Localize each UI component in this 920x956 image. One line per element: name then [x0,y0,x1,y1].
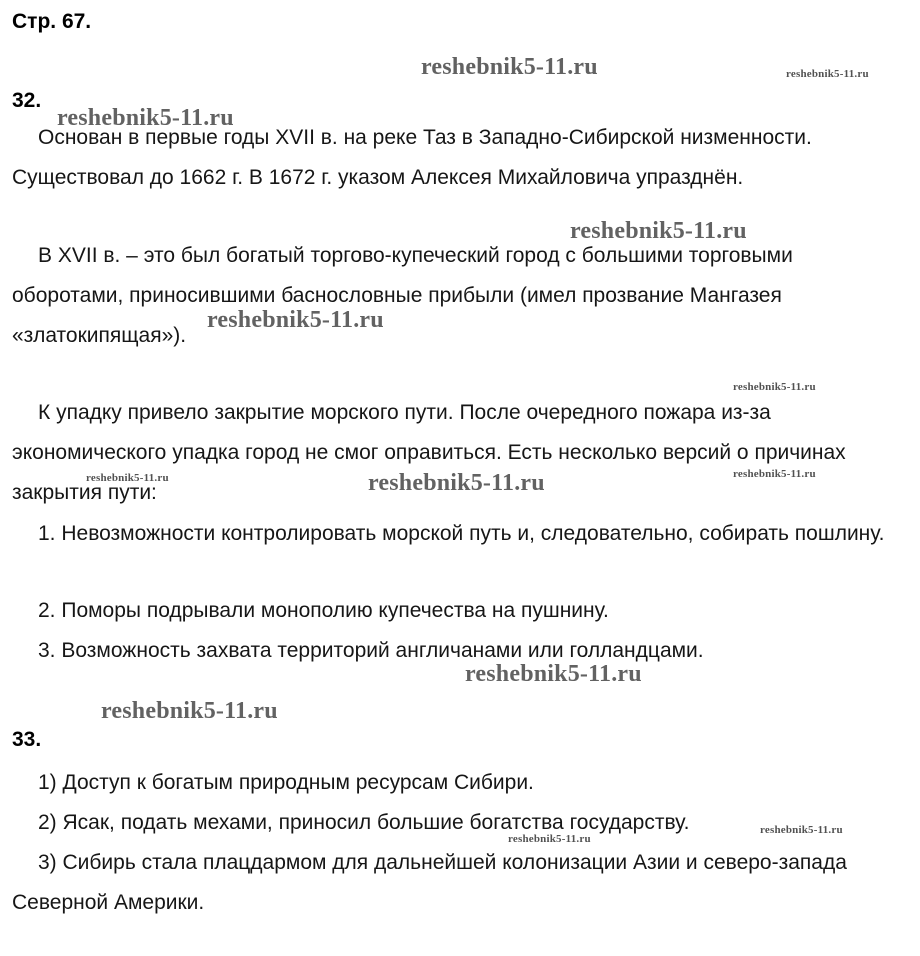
section-32-list-item-1-text: 1. Невозможности контролировать морской путь и, следовательно, собирать пошлину. [38,522,885,545]
section-33-item-1-text: 1) Доступ к богатым природным ресурсам Сибири. [38,771,534,794]
section-32-list-item-3-text: 3. Возможность захвата территорий англичанами или голландцами. [38,639,704,662]
watermark: reshebnik5-11.ru [368,470,545,496]
section-33-item-3 [12,843,905,923]
watermark: reshebnik5-11.ru [421,54,598,80]
watermark: reshebnik5-11.ru [786,68,869,80]
section-32-list-item-1 [12,514,905,554]
section-33-item-2-text: 2) Ясак, подать мехами, приносил большие богатства государству. [38,811,690,834]
section-32-number: 32. [12,89,42,112]
page-header: Стр. 67. [12,10,92,33]
section-33-item-2 [12,803,905,843]
section-32-list-item-2-text: 2. Поморы подрывали монополию купечества на пушнину. [38,599,609,622]
watermark: reshebnik5-11.ru [508,833,591,845]
watermark: reshebnik5-11.ru [570,218,747,244]
section-32-list-item-2 [12,591,905,631]
section-32-paragraph-1-text: Основан в первые годы XVII в. на реке Таз в Западно-Сибирской низменности. Существовал до 1662 г. В 1672 г. указом Алексея Михайловича упразднён. [12,126,812,189]
watermark: reshebnik5-11.ru [57,105,234,131]
section-32-paragraph-2-text: В XVII в. – это был богатый торгово-купеческий город с большими торговыми оборотами, приносившими баснословные прибыли (имел прозвание Мангазея «златокипящая»). [12,244,793,347]
watermark: reshebnik5-11.ru [207,307,384,333]
watermark: reshebnik5-11.ru [760,824,843,836]
section-32-paragraph-2 [12,236,905,356]
watermark: reshebnik5-11.ru [465,661,642,687]
watermark: reshebnik5-11.ru [733,381,816,393]
watermark: reshebnik5-11.ru [86,472,169,484]
section-32-paragraph-3-text: К упадку привело закрытие морского пути. После очередного пожара из-за экономического упадка город не смог оправиться. Есть несколько версий о причинах закрытия пути: [12,401,846,504]
section-32-list-item-3 [12,631,905,671]
watermark: reshebnik5-11.ru [733,468,816,480]
section-33-number: 33. [12,728,42,751]
watermark: reshebnik5-11.ru [101,698,278,724]
section-33-item-1 [12,763,905,803]
section-33-item-3-text: 3) Сибирь стала плацдармом для дальнейшей колонизации Азии и северо-запада Северной Америки. [12,851,847,914]
